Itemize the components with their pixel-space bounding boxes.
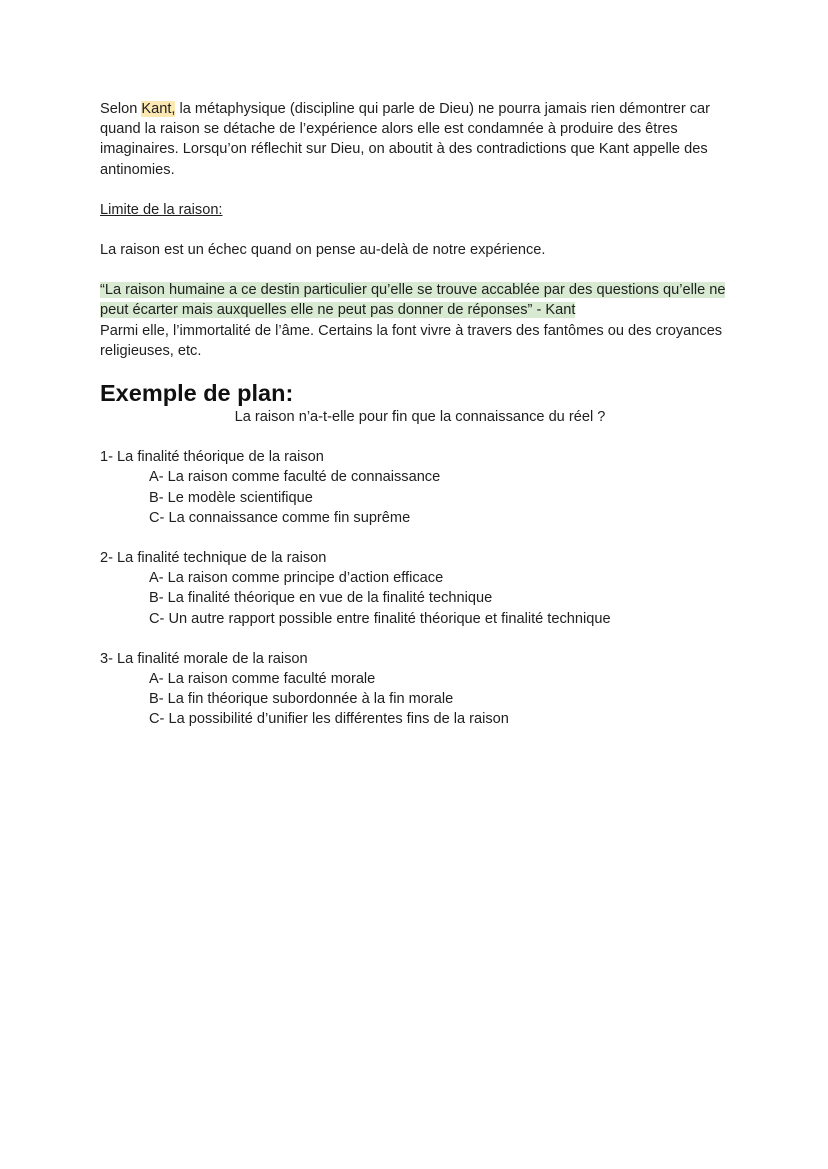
limit-heading: Limite de la raison:: [100, 201, 223, 218]
plan-subitem: C- La possibilité d’unifier les différentes fins de la raison: [149, 711, 509, 728]
plan-section-1: [100, 447, 740, 528]
quote-paragraph: [100, 280, 740, 361]
intro-text-start: Selon: [100, 101, 142, 117]
plan-subitem: A- La raison comme faculté morale: [149, 671, 376, 688]
plan-subitem: A- La raison comme faculté de connaissance: [149, 469, 441, 486]
plan-subitem: C- La connaissance comme fin suprême: [149, 509, 411, 526]
plan-question: La raison n’a-t-elle pour fin que la connaissance du réel ?: [234, 409, 606, 426]
plan-section-title: 3- La finalité morale de la raison: [100, 650, 308, 667]
plan-subitem: B- La finalité théorique en vue de la finalité technique: [149, 590, 493, 607]
plan-subitem: B- La fin théorique subordonnée à la fin morale: [149, 691, 454, 708]
quote-followup: Parmi elle, l’immortalité de l’âme. Certains la font vivre à travers des fantômes ou des croyances religieuses, etc.: [100, 322, 723, 359]
plan-section-3: [100, 649, 740, 730]
plan-subitem: B- Le modèle scientifique: [149, 489, 313, 506]
limit-text: La raison est un échec quand on pense au-delà de notre expérience.: [100, 242, 546, 259]
kant-quote: “La raison humaine a ce destin particulier qu’elle se trouve accablée par des questions qu’elle ne peut écarter mais auxquelles elle ne peut pas donner de réponses” - Kant: [100, 282, 726, 319]
plan-subitem: A- La raison comme principe d’action efficace: [149, 570, 444, 587]
intro-paragraph: [100, 99, 740, 180]
plan-subitem: C- Un autre rapport possible entre finalité théorique et finalité technique: [149, 610, 611, 627]
plan-section-title: 1- La finalité théorique de la raison: [100, 449, 324, 466]
plan-heading: Exemple de plan:: [100, 380, 294, 407]
kant-highlight: Kant,: [141, 101, 176, 117]
plan-section-2: [100, 548, 740, 629]
document-page: [100, 99, 740, 730]
intro-text-rest: la métaphysique (discipline qui parle de Dieu) ne pourra jamais rien démontrer car quand la raison se détache de l’expérience alors elle est condamnée à produire des êtres imaginaires. Lorsqu’on réflechit sur Dieu, on aboutit à des contradictions que Kant appelle des antinomies.: [100, 101, 711, 178]
plan-section-title: 2- La finalité technique de la raison: [100, 550, 327, 567]
